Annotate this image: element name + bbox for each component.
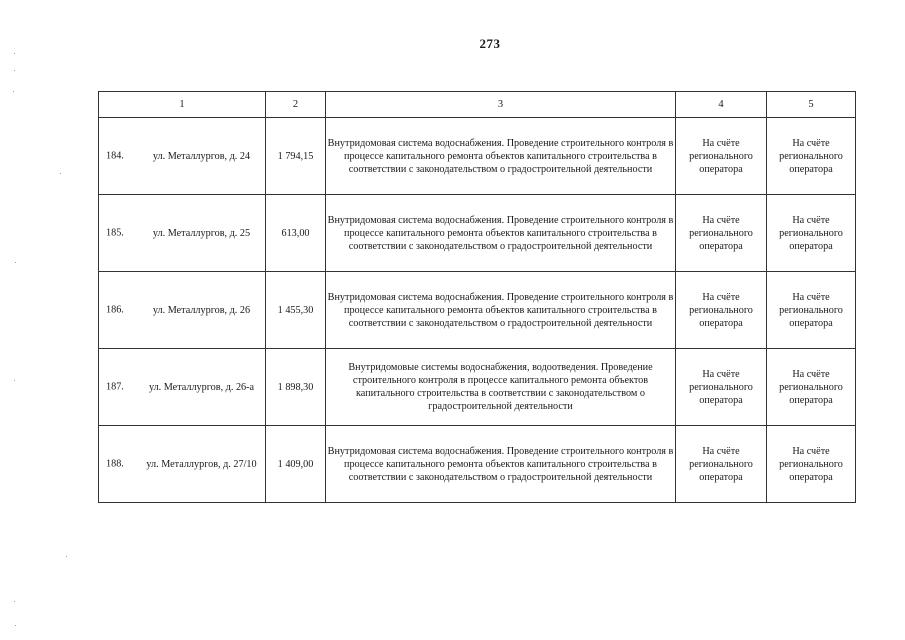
work-description: Внутридомовая система водоснабжения. Проведение строительного контроля в процессе капитального ремонта объектов капитального строительства в соответствии с законодательством о градостроительной деятельности xyxy=(326,118,676,195)
work-description: Внутридомовая система водоснабжения. Проведение строительного контроля в процессе капитального ремонта объектов капитального строительства в соответствии с законодательством о градостроительной деятельности xyxy=(326,272,676,349)
address-text: ул. Металлургов, д. 26 xyxy=(152,304,251,316)
header-col-1: 1 xyxy=(99,92,266,118)
row-number: 185. xyxy=(106,227,124,239)
address-text: ул. Металлургов, д. 24 xyxy=(152,150,251,162)
page-number: 273 xyxy=(479,36,501,51)
scan-speck xyxy=(66,556,67,557)
scan-speck xyxy=(15,625,16,626)
scan-speck xyxy=(15,262,16,263)
funding-col-5: На счёте регионального оператора xyxy=(767,349,856,426)
address-cell xyxy=(99,349,266,426)
funding-col-5: На счёте регионального оператора xyxy=(767,272,856,349)
address-text: ул. Металлургов, д. 27/10 xyxy=(146,458,257,470)
table-row xyxy=(99,272,856,349)
area-value: 1 409,00 xyxy=(266,426,326,503)
table-row xyxy=(99,195,856,272)
area-value: 1 898,30 xyxy=(266,349,326,426)
address-program-table xyxy=(98,91,856,503)
funding-col-4: На счёте регионального оператора xyxy=(676,118,767,195)
row-number: 188. xyxy=(106,458,124,470)
table-row xyxy=(99,349,856,426)
scan-speck xyxy=(14,380,15,381)
work-description: Внутридомовая система водоснабжения. Проведение строительного контроля в процессе капитального ремонта объектов капитального строительства в соответствии с законодательством о градостроительной деятельности xyxy=(326,426,676,503)
area-value: 613,00 xyxy=(266,195,326,272)
header-col-4: 4 xyxy=(676,92,767,118)
funding-col-5: На счёте регионального оператора xyxy=(767,426,856,503)
funding-col-4: На счёте регионального оператора xyxy=(676,195,767,272)
funding-col-5: На счёте регионального оператора xyxy=(767,195,856,272)
header-col-5: 5 xyxy=(767,92,856,118)
table-header-row xyxy=(99,92,856,118)
row-number: 184. xyxy=(106,150,124,162)
scan-speck xyxy=(14,53,15,54)
address-cell xyxy=(99,195,266,272)
row-number: 187. xyxy=(106,381,124,393)
scan-speck xyxy=(14,601,15,602)
table-row xyxy=(99,118,856,195)
header-col-3: 3 xyxy=(326,92,676,118)
area-value: 1 455,30 xyxy=(266,272,326,349)
scan-speck xyxy=(14,70,15,71)
address-cell xyxy=(99,426,266,503)
address-text: ул. Металлургов, д. 25 xyxy=(152,227,251,239)
address-cell xyxy=(99,272,266,349)
funding-col-5: На счёте регионального оператора xyxy=(767,118,856,195)
address-text: ул. Металлургов, д. 26-а xyxy=(148,381,255,393)
funding-col-4: На счёте регионального оператора xyxy=(676,426,767,503)
header-col-2: 2 xyxy=(266,92,326,118)
scan-speck xyxy=(13,91,14,92)
row-number: 186. xyxy=(106,304,124,316)
scan-speck xyxy=(60,173,61,174)
table-row xyxy=(99,426,856,503)
address-cell xyxy=(99,118,266,195)
funding-col-4: На счёте регионального оператора xyxy=(676,272,767,349)
work-description: Внутридомовая система водоснабжения. Проведение строительного контроля в процессе капитального ремонта объектов капитального строительства в соответствии с законодательством о градостроительной деятельности xyxy=(326,195,676,272)
work-description: Внутридомовые системы водоснабжения, водоотведения. Проведение строительного контроля в процессе капитального ремонта объектов капитального строительства в соответствии с законодательством о градостроительной деятельности xyxy=(326,349,676,426)
area-value: 1 794,15 xyxy=(266,118,326,195)
funding-col-4: На счёте регионального оператора xyxy=(676,349,767,426)
